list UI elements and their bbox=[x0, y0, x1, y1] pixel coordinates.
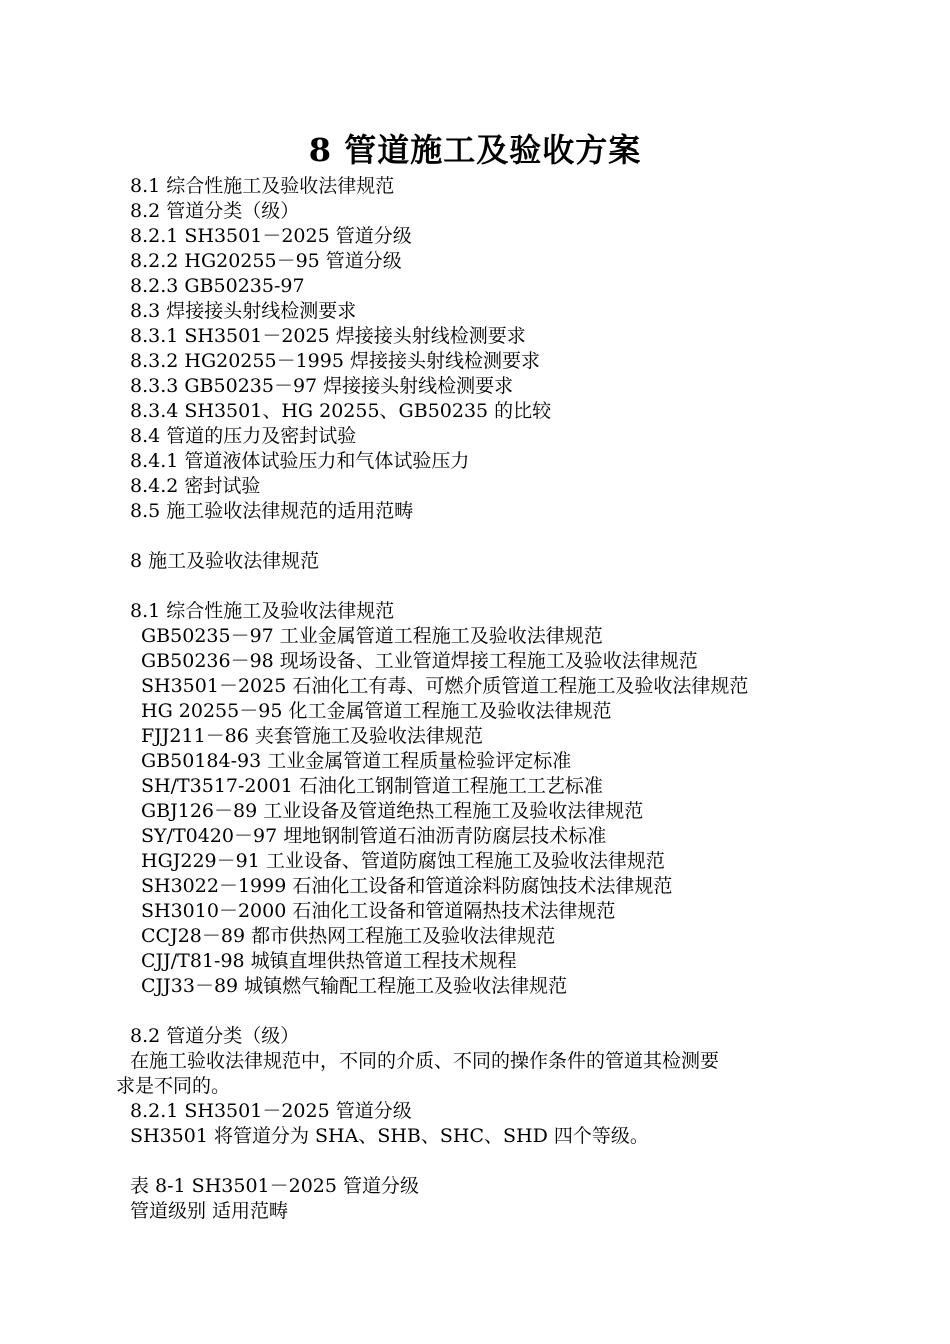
subsection-heading: 8.1 综合性施工及验收法律规范 bbox=[130, 600, 395, 622]
standard-item: GB50236－98 现场设备、工业管道焊接工程施工及验收法律规范 bbox=[141, 650, 698, 672]
subsection-heading: 8.2 管道分类（级） bbox=[130, 1025, 300, 1047]
toc-item: 8.3.1 SH3501－2025 焊接接头射线检测要求 bbox=[130, 325, 526, 347]
paragraph-line: SH3501 将管道分为 SHA、SHB、SHC、SHD 四个等级。 bbox=[130, 1125, 649, 1147]
toc-item: 8.5 施工验收法律规范的适用范畴 bbox=[130, 500, 414, 522]
toc-item: 8.2.3 GB50235-97 bbox=[130, 275, 305, 297]
standard-item: HGJ229－91 工业设备、管道防腐蚀工程施工及验收法律规范 bbox=[141, 850, 665, 872]
standard-item: SH3501－2025 石油化工有毒、可燃介质管道工程施工及验收法律规范 bbox=[141, 675, 749, 697]
toc-item: 8.3.3 GB50235－97 焊接接头射线检测要求 bbox=[130, 375, 514, 397]
standard-item: HG 20255－95 化工金属管道工程施工及验收法律规范 bbox=[141, 700, 612, 722]
toc-item: 8.3.2 HG20255－1995 焊接接头射线检测要求 bbox=[130, 350, 540, 372]
standard-item: CJJ33－89 城镇燃气输配工程施工及验收法律规范 bbox=[141, 975, 568, 997]
standard-item: FJJ211－86 夹套管施工及验收法律规范 bbox=[141, 725, 483, 747]
standard-item: SH3022－1999 石油化工设备和管道涂料防腐蚀技术法律规范 bbox=[141, 875, 673, 897]
toc-item: 8.3.4 SH3501、HG 20255、GB50235 的比较 bbox=[130, 400, 552, 422]
toc-item: 8.3 焊接接头射线检测要求 bbox=[130, 300, 357, 322]
table-header: 管道级别 适用范畴 bbox=[130, 1200, 289, 1222]
standard-item: SH3010－2000 石油化工设备和管道隔热技术法律规范 bbox=[141, 900, 616, 922]
toc-item: 8.1 综合性施工及验收法律规范 bbox=[130, 175, 395, 197]
section-heading: 8 施工及验收法律规范 bbox=[130, 550, 320, 572]
toc-item: 8.2 管道分类（级） bbox=[130, 200, 300, 222]
toc-item: 8.2.1 SH3501－2025 管道分级 bbox=[130, 225, 412, 247]
standard-item: GB50184-93 工业金属管道工程质量检验评定标准 bbox=[141, 750, 572, 772]
standard-item: CCJ28－89 都市供热网工程施工及验收法律规范 bbox=[141, 925, 556, 947]
paragraph-line: 求是不同的。 bbox=[116, 1075, 231, 1097]
standard-item: SY/T0420－97 埋地钢制管道石油沥青防腐层技术标准 bbox=[141, 825, 607, 847]
toc-item: 8.2.2 HG20255－95 管道分级 bbox=[130, 250, 402, 272]
toc-item: 8.4 管道的压力及密封试验 bbox=[130, 425, 357, 447]
standard-item: GBJ126－89 工业设备及管道绝热工程施工及验收法律规范 bbox=[141, 800, 644, 822]
toc-item: 8.4.2 密封试验 bbox=[130, 475, 261, 497]
standard-item: CJJ/T81-98 城镇直埋供热管道工程技术规程 bbox=[141, 950, 517, 972]
paragraph-line: 在施工验收法律规范中，不同的介质、不同的操作条件的管道其检测要 bbox=[130, 1050, 720, 1072]
standard-item: SH/T3517-2001 石油化工钢制管道工程施工工艺标准 bbox=[141, 775, 603, 797]
standard-item: GB50235－97 工业金属管道工程施工及验收法律规范 bbox=[141, 625, 603, 647]
subsection-heading: 8.2.1 SH3501－2025 管道分级 bbox=[130, 1100, 412, 1122]
toc-item: 8.4.1 管道液体试验压力和气体试验压力 bbox=[130, 450, 470, 472]
table-caption: 表 8-1 SH3501－2025 管道分级 bbox=[130, 1175, 420, 1197]
document-title: 8 管道施工及验收方案 bbox=[308, 131, 642, 169]
